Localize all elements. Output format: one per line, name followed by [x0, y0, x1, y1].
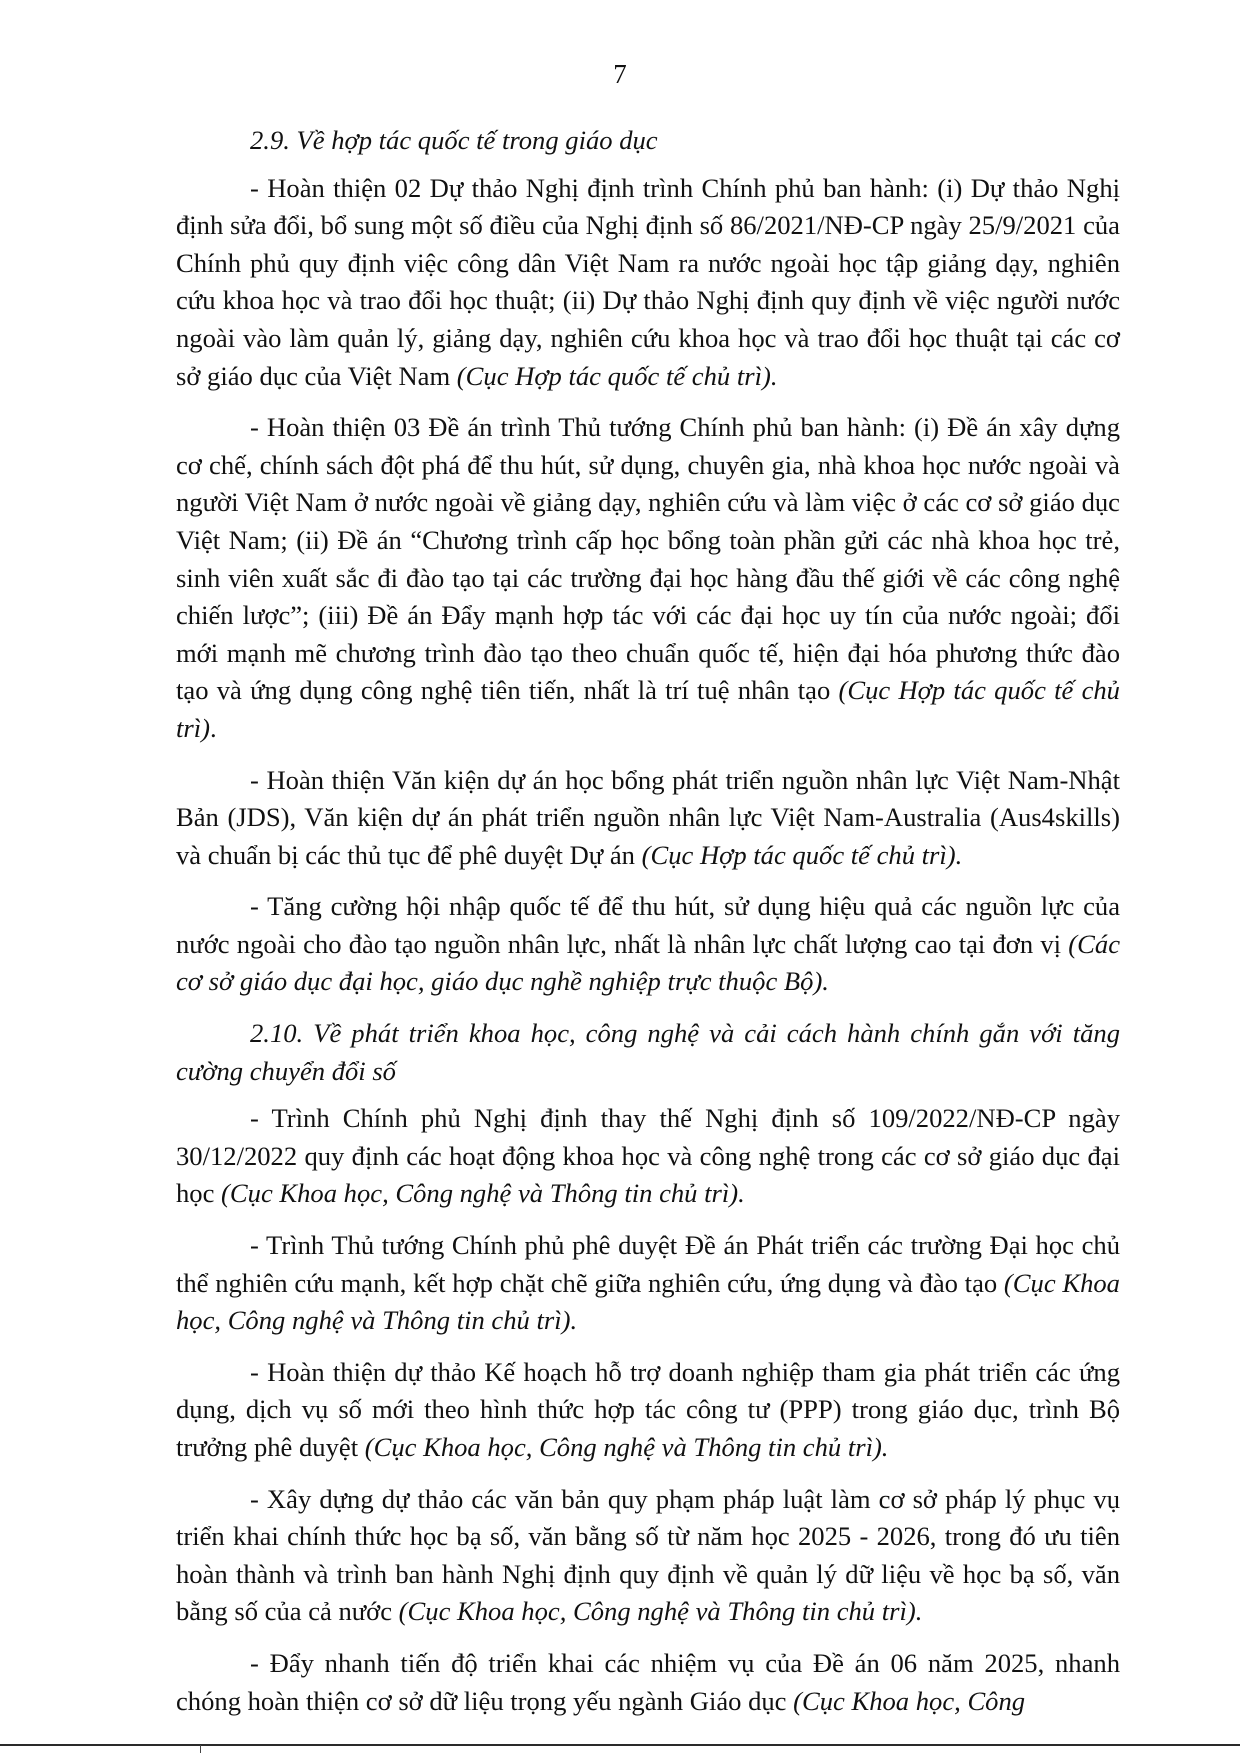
- paragraph: [176, 1354, 1120, 1467]
- responsible-unit: (Cục Khoa học, Công nghệ và Thông tin chủ trì).: [221, 1178, 745, 1209]
- paragraph: [176, 1227, 1120, 1340]
- paragraph-text: - Trình Chính phủ Nghị định thay thế Nghị định số 109/2022/NĐ-CP ngày 30/12/2022 quy định các hoạt động khoa học và công nghệ trong các cơ sở giáo dục đại học: [176, 1103, 1120, 1209]
- paragraph-text: - Tăng cường hội nhập quốc tế để thu hút, sử dụng hiệu quả các nguồn lực của nước ngoài cho đào tạo nguồn nhân lực, nhất là nhân lực chất lượng cao tại đơn vị: [176, 891, 1120, 959]
- paragraph-text: - Đẩy nhanh tiến độ triển khai các nhiệm vụ của Đề án 06 năm 2025, nhanh chóng hoàn thiện cơ sở dữ liệu trọng yếu ngành Giáo dục: [176, 1647, 1120, 1716]
- responsible-unit: (Cục Khoa học, Công nghệ và Thông tin chủ trì).: [398, 1596, 923, 1627]
- paragraph-tail: .: [209, 712, 217, 743]
- responsible-unit: (Cục Hợp tác quốc tế chủ trì).: [641, 839, 963, 870]
- paragraph-text: - Hoàn thiện 02 Dự thảo Nghị định trình Chính phủ ban hành: (i) Dự thảo Nghị định sửa đổi, bổ sung một số điều của Nghị định số 86/2021/NĐ-CP ngày 25/9/2021 của Chính phủ quy định việc công dân Việt Nam ra nước ngoài học tập giảng dạy, nghiên cứu khoa học và trao đổi học thuật; (ii) Dự thảo Nghị định quy định về việc người nước ngoài vào làm quản lý, giảng dạy, nghiên cứu khoa học và trao đổi học thuật tại các cơ sở giáo dục của Việt Nam: [176, 172, 1120, 391]
- paragraph: [176, 888, 1120, 1001]
- page-number: 7: [613, 59, 627, 89]
- paragraph-text: - Xây dựng dự thảo các văn bản quy phạm pháp luật làm cơ sở pháp lý phục vụ triển khai chính thức học bạ số, văn bằng số từ năm học 2025 - 2026, trong đó ưu tiên hoàn thành và trình ban hành Nghị định quy định về quản lý dữ liệu về học bạ số, văn bằng số của cả nước: [176, 1483, 1120, 1627]
- responsible-unit: (Cục Khoa học, Công nghệ và Thông tin chủ trì).: [176, 1267, 1120, 1336]
- paragraph-text: - Hoàn thiện Văn kiện dự án học bổng phát triển nguồn nhân lực Việt Nam-Nhật Bản (JDS), Văn kiện dự án phát triển nguồn nhân lực Việt Nam-Australia (Aus4skills) và chuẩn bị các thủ tục để phê duyệt Dự án: [176, 764, 1120, 870]
- paragraph: [176, 762, 1120, 875]
- paragraph: [176, 1481, 1120, 1631]
- responsible-unit: (Cục Hợp tác quốc tế chủ trì): [176, 675, 1120, 743]
- responsible-unit: (Cục Khoa học, Công nghệ và Thông tin chủ trì).: [364, 1432, 889, 1462]
- paragraph-text: - Hoàn thiện 03 Đề án trình Thủ tướng Chính phủ ban hành: (i) Đề án xây dựng cơ chế, chính sách đột phá để thu hút, sử dụng, chuyên gia, nhà khoa học nước ngoài và người Việt Nam ở nước ngoài về giảng dạy, nghiên cứu và làm việc ở các cơ sở giáo dục Việt Nam; (ii) Đề án “Chương trình cấp học bổng toàn phần gửi các nhà khoa học trẻ, sinh viên xuất sắc đi đào tạo tại các trường đại học hàng đầu thế giới về các công nghệ chiến lược”; (iii) Đề án Đẩy mạnh hợp tác với các đại học uy tín của nước ngoài; đổi mới mạnh mẽ chương trình đào tạo theo chuẩn quốc tế, hiện đại hóa phương thức đào tạo và ứng dụng công nghệ tiên tiến, nhất là trí tuệ nhân tạo: [176, 412, 1120, 706]
- paragraph: [176, 1645, 1120, 1720]
- paragraph: [176, 170, 1120, 396]
- section-heading: 2.10. Về phát triển khoa học, công nghệ và cải cách hành chính gắn với tăng cường chuyển đổi số: [176, 1018, 1120, 1086]
- responsible-unit: (Cục Khoa học, Công: [793, 1685, 1026, 1716]
- paragraph: [176, 409, 1120, 747]
- page-bottom-rule: [0, 1744, 1240, 1746]
- paragraph-text: - Trình Thủ tướng Chính phủ phê duyệt Đề án Phát triển các trường Đại học chủ thể nghiên cứu mạnh, kết hợp chặt chẽ giữa nghiên cứu, ứng dụng và đào tạo: [176, 1230, 1120, 1298]
- paragraph: [176, 1100, 1120, 1213]
- responsible-unit: (Các cơ sở giáo dục đại học, giáo dục nghề nghiệp trực thuộc Bộ).: [176, 928, 1120, 997]
- document-body: [176, 122, 1120, 1734]
- section-heading: 2.9. Về hợp tác quốc tế trong giáo dục: [250, 125, 658, 155]
- paragraph-text: - Hoàn thiện dự thảo Kế hoạch hỗ trợ doanh nghiệp tham gia phát triển các ứng dụng, dịch vụ số mới theo hình thức hợp tác công tư (PPP) trong giáo dục, trình Bộ trưởng phê duyệt: [176, 1356, 1120, 1462]
- responsible-unit: (Cục Hợp tác quốc tế chủ trì).: [456, 360, 778, 391]
- page-bottom-tick: [200, 1745, 201, 1753]
